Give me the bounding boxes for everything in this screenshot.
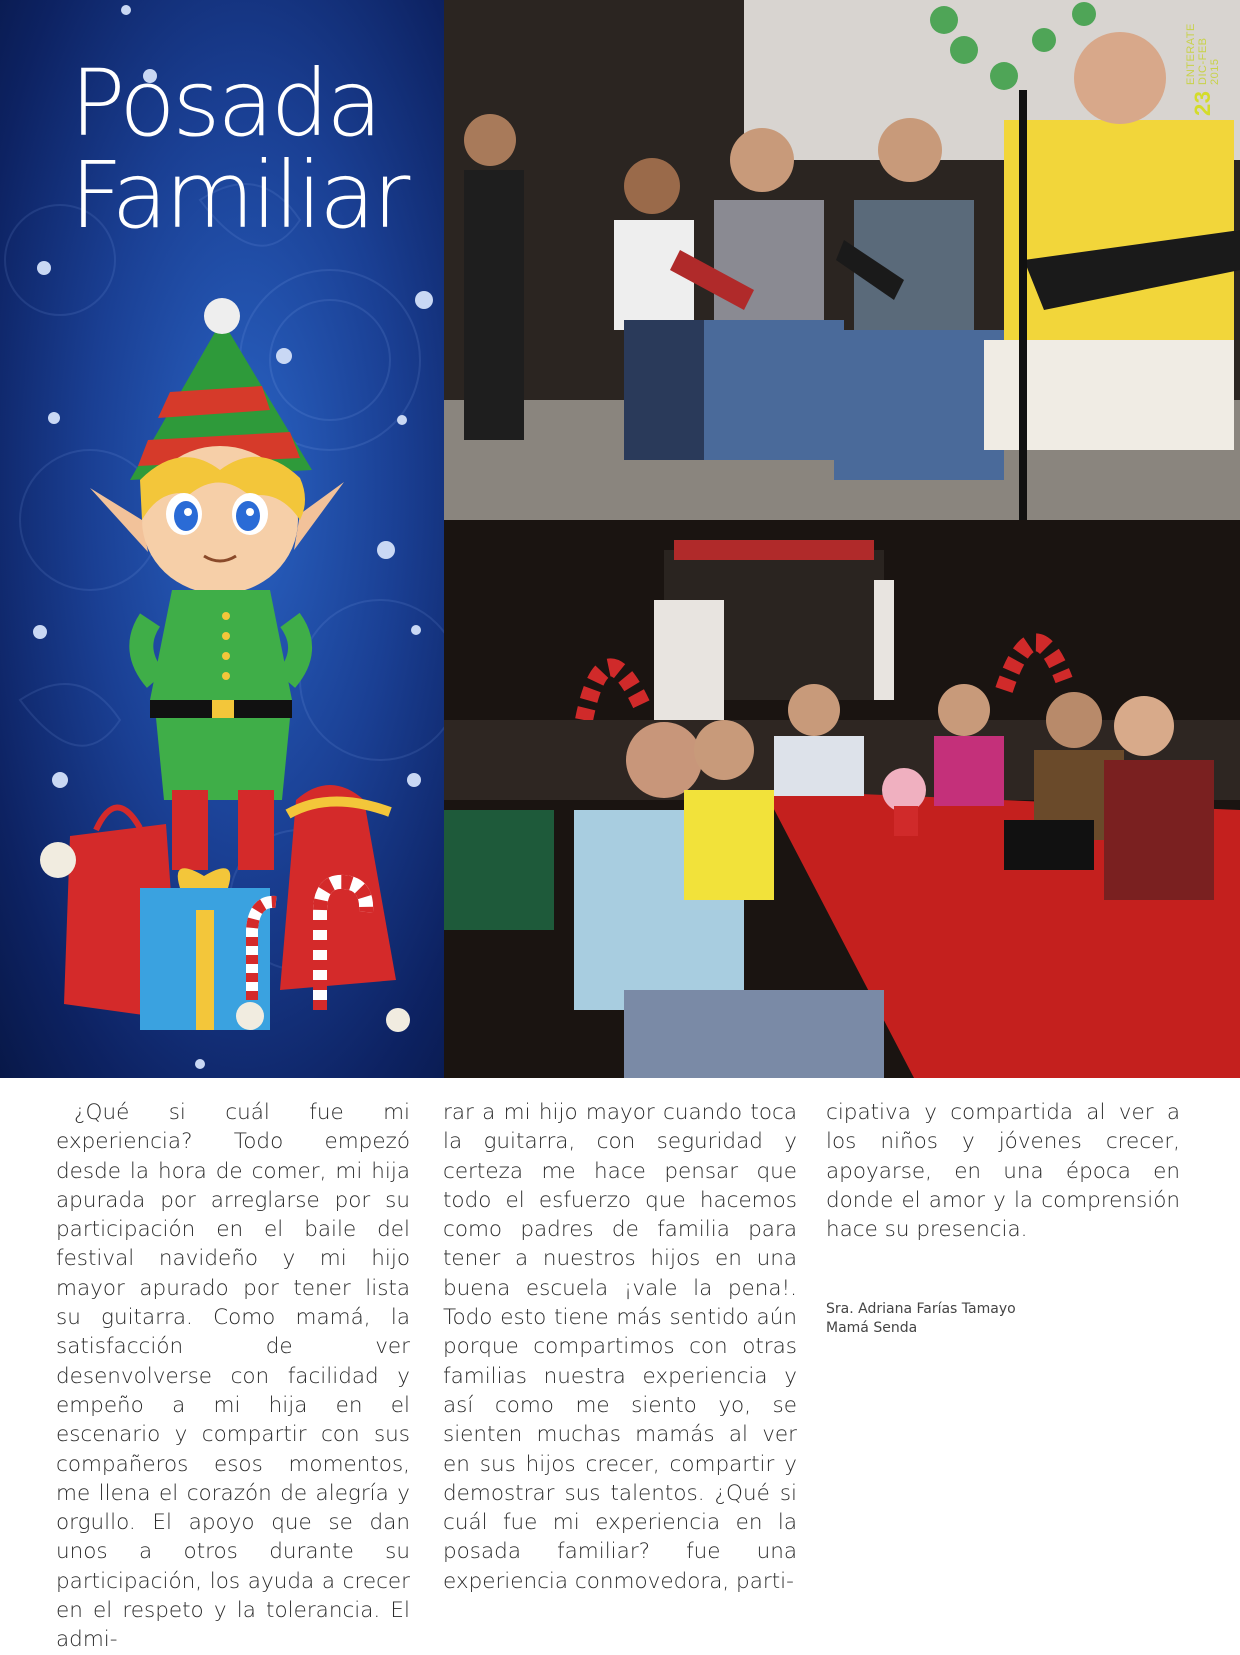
article-column-1: ¿Qué si cuál fue mi experiencia? Todo empezó desde la hora de comer, mi hija apurada por arreglarse por su participación en el baile del festival navideño y mi hijo mayor apurado por tener lista su guitarra. Como mamá, la satisfacción de ver desenvolverse con facilidad y empeño a mi hija en el escenario y compartir con sus compañeros esos momentos, me llena el corazón de alegría y orgullo. El apoyo que se dan unos a otros durante su participación, los ayuda a crecer en el respeto y la tolerancia. El admi-	[56, 1100, 410, 1653]
article-title	[70, 50, 440, 249]
issue-label: ENTERATE DIC-FEB 2015	[1185, 22, 1221, 85]
photo-boys-band	[444, 0, 1240, 520]
elf-illustration-panel	[0, 0, 444, 1078]
author-name: Sra. Adriana Farías Tamayo	[826, 1301, 1016, 1317]
title-line-1: Posada	[70, 50, 380, 157]
author-role: Mamá Senda	[826, 1320, 918, 1336]
page-number-value: 23	[1190, 90, 1215, 116]
photo-family-table	[444, 520, 1240, 1078]
author-signature	[826, 1300, 1186, 1338]
article-column-2: rar a mi hijo mayor cuando toca la guitarra, con seguridad y certeza me hace pensar que todo el esfuerzo que hacemos como padres de familia para tener a nuestros hijos en una buena escuela ¡vale la pena!. Todo esto tiene más sentido aún porque compartimos con otras familias nuestra experiencia y así como me siento yo, se sienten muchas mamás al ver en sus hijos crecer, compartir y demostrar sus talentos. ¿Qué si cuál fue mi experiencia en la posada familiar? fue una experiencia conmovedora, parti-	[443, 1100, 797, 1594]
article-column-3: cipativa y compartida al ver a los niños y jóvenes crecer, apoyarse, en una época en donde el amor y la comprensión hace su presencia.	[826, 1100, 1180, 1243]
title-line-2: Familiar	[70, 142, 408, 249]
page-number	[1178, 22, 1228, 116]
